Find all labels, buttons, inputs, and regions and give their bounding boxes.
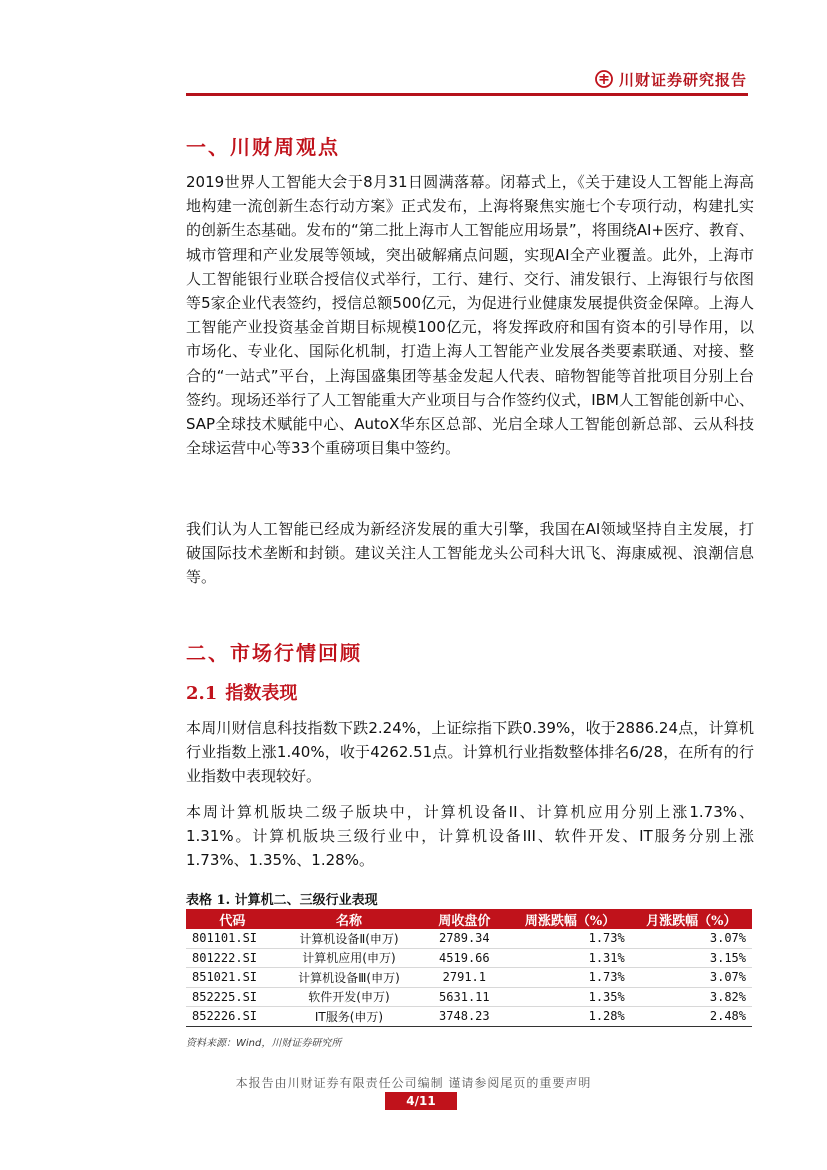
section-1-paragraph-2: 我们认为人工智能已经成为新经济发展的重大引擎，我国在AI领域坚持自主发展，打破国际技术垄断和封锁。建议关注人工智能龙头公司科大讯飞、海康威视、浪潮信息等。	[186, 520, 754, 587]
cell-name: 软件开发(申万)	[279, 987, 419, 1007]
table-row	[186, 948, 752, 968]
section-2-title: 二、市场行情回顾	[186, 641, 362, 665]
table-source: 资料来源：Wind，川财证券研究所	[186, 1038, 342, 1049]
cell-name: 计算机应用(申万)	[279, 948, 419, 968]
cell-close: 5631.11	[419, 987, 509, 1007]
cell-week-change: 1.73%	[509, 929, 630, 948]
col-month-change: 月涨跌幅（%）	[631, 909, 752, 929]
table-header-row	[186, 909, 752, 929]
cell-name: 计算机设备Ⅱ(申万)	[279, 929, 419, 948]
cell-close: 4519.66	[419, 948, 509, 968]
footer-disclaimer: 本报告由川财证券有限责任公司编制 谨请参阅尾页的重要声明	[235, 1076, 592, 1090]
section-2-1-number: 2.1	[186, 683, 218, 704]
brand-logo-icon	[595, 70, 613, 88]
page-number: 4/11	[385, 1092, 457, 1110]
cell-month-change: 3.82%	[631, 987, 752, 1007]
col-week-change: 周涨跌幅（%）	[509, 909, 630, 929]
col-close: 周收盘价	[419, 909, 509, 929]
cell-month-change: 2.48%	[631, 1007, 752, 1027]
cell-code: 801101.SI	[186, 929, 279, 948]
cell-week-change: 1.73%	[509, 968, 630, 988]
table-row	[186, 1007, 752, 1027]
table-row	[186, 987, 752, 1007]
section-2-1-label: 指数表现	[225, 683, 298, 704]
section-1-title: 一、川财周观点	[186, 135, 340, 159]
cell-close: 2791.1	[419, 968, 509, 988]
cell-code: 801222.SI	[186, 948, 279, 968]
cell-name: IT服务(申万)	[279, 1007, 419, 1027]
section-2-1-paragraph-2: 本周计算机版块二级子版块中，计算机设备II、计算机应用分别上涨1.73%、1.31%。计算机版块三级行业中，计算机设备III、软件开发、IT服务分别上涨1.73%、1.35%、1.28%。	[186, 803, 754, 870]
cell-code: 852226.SI	[186, 1007, 279, 1027]
cell-month-change: 3.07%	[631, 929, 752, 948]
cell-month-change: 3.07%	[631, 968, 752, 988]
cell-name: 计算机设备Ⅲ(申万)	[279, 968, 419, 988]
cell-week-change: 1.31%	[509, 948, 630, 968]
table-row	[186, 968, 752, 988]
header-divider	[186, 93, 748, 96]
cell-close: 3748.23	[419, 1007, 509, 1027]
cell-week-change: 1.35%	[509, 987, 630, 1007]
table-caption: 表格 1. 计算机二、三级行业表现	[186, 889, 752, 911]
header-brand	[595, 68, 747, 90]
table-row	[186, 929, 752, 948]
col-code: 代码	[186, 909, 279, 929]
cell-week-change: 1.28%	[509, 1007, 630, 1027]
cell-code: 852225.SI	[186, 987, 279, 1007]
cell-close: 2789.34	[419, 929, 509, 948]
section-1-paragraph-1: 2019世界人工智能大会于8月31日圆满落幕。闭幕式上，《关于建设人工智能上海高地构建一流创新生态行动方案》正式发布，上海将聚焦实施七个专项行动，构建扎实的创新生态基础。发布的“第二批上海市人工智能应用场景”，将围绕AI+医疗、教育、城市管理和产业发展等领域，突出破解痛点问题，实现AI全产业覆盖。此外，上海市人工智能银行业联合授信仪式举行，工行、建行、交行、浦发银行、上海银行与依图等5家企业代表签约，授信总额500亿元，为促进行业健康发展提供资金保障。上海人工智能产业投资基金首期目标规模100亿元，将发挥政府和国有资本的引导作用，以市场化、专业化、国际化机制，打造上海人工智能产业发展各类要素联通、对接、整合的“一站式”平台，上海国盛集团等基金发起人代表、暗物智能等首批项目分别上台签约。现场还举行了人工智能重大产业项目与合作签约仪式，IBM人工智能创新中心、SAP全球技术赋能中心、AutoX华东区总部、光启全球人工智能创新总部、云从科技全球运营中心等33个重磅项目集中签约。	[186, 173, 754, 458]
col-name: 名称	[279, 909, 419, 929]
cell-month-change: 3.15%	[631, 948, 752, 968]
cell-code: 851021.SI	[186, 968, 279, 988]
section-2-1-title	[186, 679, 297, 705]
section-2-1-paragraph-1: 本周川财信息科技指数下跌2.24%，上证综指下跌0.39%，收于2886.24点，计算机行业指数上涨1.40%，收于4262.51点。计算机行业指数整体排名6/28，在所有的行业指数中表现较好。	[186, 719, 754, 786]
industry-performance-table	[186, 909, 752, 1027]
brand-name: 川财证券研究报告	[618, 70, 747, 89]
